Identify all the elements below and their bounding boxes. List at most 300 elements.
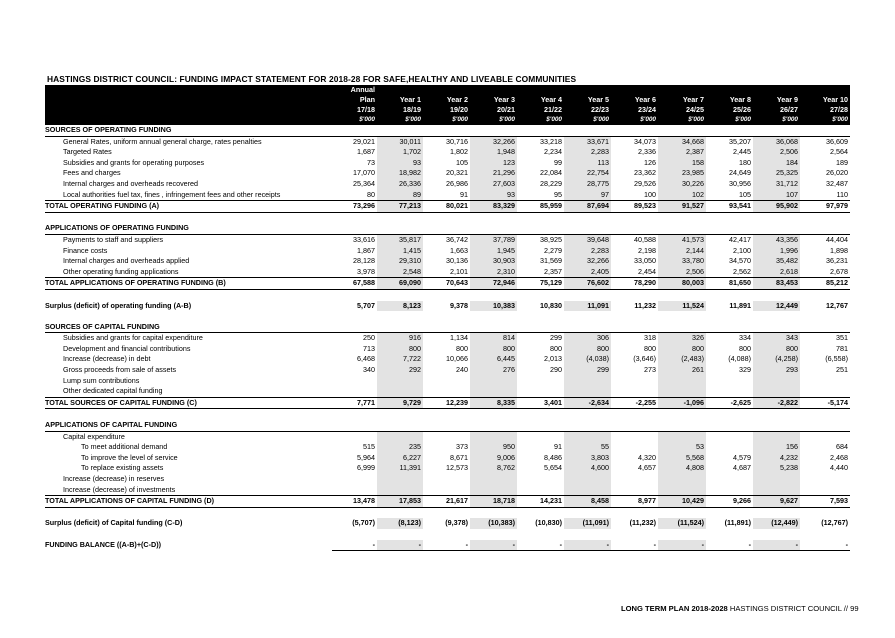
value-cell — [517, 507, 564, 518]
value-cell — [377, 223, 423, 234]
value-cell — [470, 431, 517, 442]
value-cell: (5,707) — [352, 518, 375, 528]
header-cell: $'000 — [517, 115, 564, 125]
value-cell: 100 — [644, 189, 656, 199]
table-row — [45, 158, 850, 169]
header-cell: Year 6 — [611, 95, 658, 105]
value-cell — [753, 376, 800, 387]
value-cell: - — [332, 540, 377, 551]
value-cell: 373 — [456, 442, 468, 452]
funding-impact-statement-table — [45, 85, 850, 551]
value-cell: 326 — [658, 333, 706, 344]
value-cell: 105 — [739, 189, 751, 199]
value-cell — [753, 431, 800, 442]
value-cell: 67,588 — [332, 278, 377, 290]
value-cell: 75,129 — [517, 278, 564, 290]
value-cell: 35,817 — [377, 234, 423, 245]
value-cell: -2,822 — [753, 397, 800, 409]
value-cell: 5,238 — [753, 463, 800, 474]
table-row — [45, 147, 850, 158]
value-cell: 235 — [377, 442, 423, 453]
header-cell — [611, 85, 658, 95]
value-cell — [611, 322, 658, 333]
table-row — [45, 190, 850, 201]
value-cell: (4,088) — [728, 354, 751, 364]
value-cell: 85,959 — [517, 201, 564, 213]
value-cell — [658, 420, 706, 431]
value-cell — [470, 420, 517, 431]
value-cell: 23,985 — [658, 168, 706, 179]
row-label: Increase (decrease) in debt — [63, 354, 151, 364]
value-cell: 1,415 — [377, 246, 423, 257]
header-cell — [753, 85, 800, 95]
value-cell: -5,174 — [800, 397, 850, 409]
value-cell — [470, 386, 517, 397]
value-cell: 2,198 — [638, 245, 656, 255]
header-cell: 18/19 — [377, 105, 423, 115]
value-cell — [377, 376, 423, 387]
value-cell: 30,956 — [729, 178, 751, 188]
row-label: Fees and charges — [63, 168, 121, 178]
value-cell: 2,506 — [658, 267, 706, 278]
value-cell — [800, 212, 850, 223]
value-cell: 32,487 — [826, 178, 848, 188]
row-label: Surplus (deficit) of Capital funding (C-D) — [45, 518, 183, 528]
value-cell: 1,802 — [450, 147, 468, 157]
value-cell: (11,232) — [629, 518, 656, 528]
header-label-cell — [45, 95, 332, 105]
value-cell: 800 — [564, 344, 611, 355]
value-cell: 18,718 — [470, 496, 517, 508]
value-cell — [470, 507, 517, 518]
row-label — [45, 289, 332, 300]
table-row — [45, 256, 850, 267]
value-cell: 80 — [367, 189, 375, 199]
value-cell — [332, 289, 377, 300]
value-cell: 684 — [836, 442, 848, 452]
header-cell: Year 7 — [658, 95, 706, 105]
value-cell — [800, 386, 850, 397]
value-cell: 34,668 — [658, 136, 706, 147]
value-cell: 12,767 — [826, 300, 848, 310]
row-label: Increase (decrease) in reserves — [63, 474, 165, 483]
value-cell: -2,634 — [564, 397, 611, 409]
value-cell: 29,310 — [377, 256, 423, 267]
value-cell: - — [423, 540, 470, 551]
value-cell: 9,729 — [377, 397, 423, 409]
value-cell — [564, 420, 611, 431]
table-row — [45, 267, 850, 278]
value-cell: 69,090 — [377, 278, 423, 290]
table-row — [45, 386, 850, 397]
value-cell — [423, 322, 470, 333]
value-cell: 95,902 — [753, 201, 800, 213]
value-cell — [706, 386, 753, 397]
value-cell: 2,336 — [638, 147, 656, 157]
value-cell: -2,625 — [706, 397, 753, 409]
table-row — [45, 420, 850, 431]
value-cell: 781 — [836, 343, 848, 353]
value-cell: 80,003 — [658, 278, 706, 290]
value-cell: 10,429 — [658, 496, 706, 508]
value-cell: 26,020 — [826, 168, 848, 178]
value-cell — [423, 529, 470, 540]
value-cell: 1,996 — [753, 246, 800, 257]
table-row — [45, 289, 850, 300]
value-cell: - — [706, 540, 753, 551]
value-cell — [611, 420, 658, 431]
value-cell: 4,657 — [638, 463, 656, 473]
value-cell: 250 — [363, 333, 375, 343]
value-cell: 8,486 — [544, 452, 562, 462]
row-label: Subsidies and grants for operating purposes — [63, 157, 205, 167]
value-cell: 30,011 — [377, 136, 423, 147]
value-cell: 97 — [564, 190, 611, 201]
value-cell: 1,867 — [357, 245, 375, 255]
value-cell — [470, 529, 517, 540]
value-cell — [706, 125, 753, 136]
value-cell: - — [800, 540, 850, 551]
value-cell — [564, 289, 611, 300]
header-row — [45, 95, 850, 105]
value-cell: 6,227 — [377, 453, 423, 464]
value-cell: 93 — [470, 190, 517, 201]
value-cell: 23,362 — [634, 168, 656, 178]
row-label: Targeted Rates — [63, 147, 112, 157]
table-row — [45, 397, 850, 409]
header-row — [45, 115, 850, 125]
value-cell: 950 — [470, 442, 517, 453]
value-cell: 31,569 — [540, 256, 562, 266]
value-cell: 8,335 — [470, 397, 517, 409]
value-cell: 126 — [644, 157, 656, 167]
value-cell: 515 — [363, 442, 375, 452]
value-cell — [658, 386, 706, 397]
value-cell — [517, 376, 564, 387]
value-cell: 156 — [753, 442, 800, 453]
table-row — [45, 333, 850, 344]
value-cell — [423, 212, 470, 223]
value-cell — [658, 474, 706, 485]
value-cell: 30,226 — [658, 179, 706, 190]
value-cell: -1,096 — [658, 397, 706, 409]
value-cell: 25,364 — [353, 178, 375, 188]
value-cell — [423, 289, 470, 300]
value-cell — [470, 322, 517, 333]
value-cell — [658, 409, 706, 420]
value-cell — [517, 529, 564, 540]
value-cell: 5,964 — [357, 452, 375, 462]
value-cell — [800, 409, 850, 420]
value-cell: 2,548 — [377, 267, 423, 278]
value-cell — [706, 376, 753, 387]
value-cell — [658, 223, 706, 234]
document-title: HASTINGS DISTRICT COUNCIL: FUNDING IMPACT STATEMENT FOR 2018-28 FOR SAFE,HEALTHY AND LIVEABLE COMMUNITIES — [47, 74, 577, 84]
value-cell — [753, 507, 800, 518]
header-label-cell — [45, 85, 332, 95]
value-cell — [423, 125, 470, 136]
table-row — [45, 485, 850, 496]
value-cell — [517, 289, 564, 300]
value-cell: 290 — [550, 365, 562, 375]
table-row — [45, 474, 850, 485]
row-label: To meet additional demand — [81, 442, 168, 452]
row-label: Finance costs — [63, 245, 108, 255]
header-cell: $'000 — [706, 115, 753, 125]
value-cell: 2,506 — [753, 147, 800, 158]
value-cell: 14,231 — [517, 496, 564, 508]
value-cell: 7,722 — [377, 354, 423, 365]
value-cell — [423, 311, 470, 322]
value-cell: 10,383 — [470, 301, 517, 312]
header-cell: Year 1 — [377, 95, 423, 105]
value-cell: 87,694 — [564, 201, 611, 213]
value-cell: 80,021 — [423, 201, 470, 213]
value-cell: 34,073 — [634, 136, 656, 146]
header-cell: Year 8 — [706, 95, 753, 105]
value-cell: 2,234 — [544, 147, 562, 157]
value-cell: 55 — [564, 442, 611, 453]
value-cell: 30,903 — [470, 256, 517, 267]
value-cell: 11,232 — [634, 300, 656, 310]
value-cell — [611, 507, 658, 518]
table-row — [45, 212, 850, 223]
value-cell — [658, 322, 706, 333]
header-cell: Year 3 — [470, 95, 517, 105]
value-cell: 2,445 — [733, 147, 751, 157]
row-label — [45, 311, 332, 322]
value-cell — [517, 125, 564, 136]
table-row — [45, 223, 850, 234]
value-cell — [753, 474, 800, 485]
value-cell: 2,357 — [544, 266, 562, 276]
value-cell — [800, 322, 850, 333]
value-cell: 8,671 — [450, 452, 468, 462]
value-cell — [611, 376, 658, 387]
value-cell — [377, 409, 423, 420]
value-cell — [332, 431, 377, 442]
value-cell — [423, 409, 470, 420]
value-cell: 33,616 — [353, 234, 375, 244]
value-cell: 2,405 — [564, 267, 611, 278]
value-cell — [377, 420, 423, 431]
value-cell: 89 — [377, 190, 423, 201]
value-cell — [423, 420, 470, 431]
value-cell: 2,101 — [450, 266, 468, 276]
row-label: Subsidies and grants for capital expenditure — [63, 333, 203, 343]
value-cell — [753, 485, 800, 496]
value-cell: - — [564, 540, 611, 551]
value-cell: 814 — [470, 333, 517, 344]
value-cell: 1,663 — [450, 245, 468, 255]
value-cell: (12,449) — [753, 518, 800, 529]
row-label: Other dedicated capital funding — [63, 386, 163, 396]
value-cell: 41,573 — [658, 234, 706, 245]
value-cell: 4,232 — [753, 453, 800, 464]
table-row — [45, 246, 850, 257]
value-cell: 800 — [644, 343, 656, 353]
row-label: Development and financial contributions — [63, 343, 191, 353]
value-cell: 27,603 — [470, 179, 517, 190]
table-header — [45, 85, 850, 125]
value-cell: 2,564 — [830, 147, 848, 157]
value-cell: 4,320 — [638, 452, 656, 462]
value-cell — [706, 420, 753, 431]
header-cell — [470, 85, 517, 95]
value-cell — [377, 529, 423, 540]
value-cell: 31,712 — [753, 179, 800, 190]
value-cell — [564, 223, 611, 234]
value-cell — [800, 311, 850, 322]
table-row — [45, 518, 850, 529]
value-cell — [332, 420, 377, 431]
value-cell: 8,762 — [470, 463, 517, 474]
value-cell: 42,417 — [729, 234, 751, 244]
value-cell — [564, 507, 611, 518]
table-row — [45, 322, 850, 333]
value-cell — [706, 212, 753, 223]
row-label: SOURCES OF CAPITAL FUNDING — [45, 322, 332, 333]
value-cell: 3,978 — [357, 266, 375, 276]
row-label: Increase (decrease) of investments — [63, 484, 176, 494]
value-cell: 110 — [836, 189, 848, 199]
value-cell: 1,702 — [377, 147, 423, 158]
value-cell: 12,573 — [446, 463, 468, 473]
value-cell: 292 — [377, 365, 423, 376]
value-cell: 93,541 — [706, 201, 753, 213]
header-cell — [377, 85, 423, 95]
value-cell: 11,091 — [564, 301, 611, 312]
row-label: Lump sum contributions — [63, 375, 140, 385]
value-cell: 299 — [550, 333, 562, 343]
value-cell — [377, 125, 423, 136]
value-cell — [423, 376, 470, 387]
value-cell — [470, 223, 517, 234]
value-cell: 2,100 — [733, 245, 751, 255]
value-cell: 102 — [658, 190, 706, 201]
value-cell: 35,482 — [753, 256, 800, 267]
value-cell: 2,283 — [564, 246, 611, 257]
value-cell — [753, 529, 800, 540]
value-cell: 251 — [836, 365, 848, 375]
footer-council-page: HASTINGS DISTRICT COUNCIL // 99 — [727, 604, 859, 613]
header-cell: 27/28 — [800, 105, 850, 115]
value-cell: 6,468 — [357, 354, 375, 364]
value-cell — [377, 322, 423, 333]
value-cell — [517, 311, 564, 322]
value-cell: 18,982 — [377, 168, 423, 179]
value-cell: 70,643 — [423, 278, 470, 290]
value-cell — [332, 223, 377, 234]
value-cell: 4,808 — [658, 463, 706, 474]
value-cell: 43,356 — [753, 234, 800, 245]
value-cell — [517, 409, 564, 420]
value-cell: 22,754 — [564, 168, 611, 179]
value-cell: 1,948 — [470, 147, 517, 158]
value-cell: 89,523 — [611, 201, 658, 213]
value-cell — [611, 223, 658, 234]
value-cell: (11,091) — [564, 518, 611, 529]
value-cell — [564, 485, 611, 496]
value-cell: 91,527 — [658, 201, 706, 213]
value-cell: (4,038) — [564, 354, 611, 365]
value-cell: 8,977 — [611, 496, 658, 508]
value-cell: 180 — [739, 157, 751, 167]
value-cell — [377, 485, 423, 496]
table-row — [45, 125, 850, 136]
value-cell: 33,671 — [564, 136, 611, 147]
value-cell — [706, 223, 753, 234]
value-cell — [377, 507, 423, 518]
value-cell: 73 — [367, 157, 375, 167]
value-cell: 329 — [739, 365, 751, 375]
value-cell — [706, 409, 753, 420]
value-cell — [658, 507, 706, 518]
value-cell — [564, 212, 611, 223]
value-cell: 276 — [470, 365, 517, 376]
footer-plan-title: LONG TERM PLAN 2018-2028 — [621, 604, 728, 613]
table-row — [45, 136, 850, 147]
table-row — [45, 278, 850, 290]
value-cell: (12,767) — [821, 518, 848, 528]
value-cell: 107 — [753, 190, 800, 201]
value-cell — [706, 322, 753, 333]
header-cell: 26/27 — [753, 105, 800, 115]
value-cell — [611, 212, 658, 223]
value-cell — [377, 311, 423, 322]
value-cell — [800, 420, 850, 431]
value-cell: 83,329 — [470, 201, 517, 213]
value-cell — [658, 125, 706, 136]
value-cell: - — [377, 540, 423, 551]
value-cell: 36,231 — [826, 256, 848, 266]
value-cell: 33,218 — [540, 136, 562, 146]
value-cell: 95 — [554, 189, 562, 199]
value-cell: 17,070 — [353, 168, 375, 178]
value-cell: 189 — [836, 157, 848, 167]
value-cell: 11,391 — [377, 463, 423, 474]
value-cell — [753, 311, 800, 322]
value-cell — [611, 409, 658, 420]
header-cell: Year 9 — [753, 95, 800, 105]
value-cell: 4,579 — [733, 452, 751, 462]
value-cell — [706, 507, 753, 518]
value-cell: 2,618 — [753, 267, 800, 278]
value-cell: 113 — [564, 158, 611, 169]
value-cell: 12,449 — [753, 301, 800, 312]
value-cell: 36,609 — [826, 136, 848, 146]
header-cell: $'000 — [423, 115, 470, 125]
table-row — [45, 234, 850, 245]
header-cell: $'000 — [470, 115, 517, 125]
value-cell — [377, 431, 423, 442]
value-cell: 5,707 — [357, 300, 375, 310]
value-cell — [332, 409, 377, 420]
value-cell: (3,646) — [633, 354, 656, 364]
value-cell: 1,687 — [357, 147, 375, 157]
value-cell: 351 — [836, 333, 848, 343]
table-row — [45, 496, 850, 508]
row-label: FUNDING BALANCE ((A-B)+(C-D)) — [45, 539, 161, 549]
header-cell — [658, 85, 706, 95]
value-cell: 7,771 — [332, 397, 377, 409]
value-cell — [470, 311, 517, 322]
header-cell: Year 2 — [423, 95, 470, 105]
value-cell: (9,378) — [445, 518, 468, 528]
value-cell: 91 — [460, 189, 468, 199]
value-cell: 97,979 — [800, 201, 850, 213]
value-cell: 2,279 — [544, 245, 562, 255]
